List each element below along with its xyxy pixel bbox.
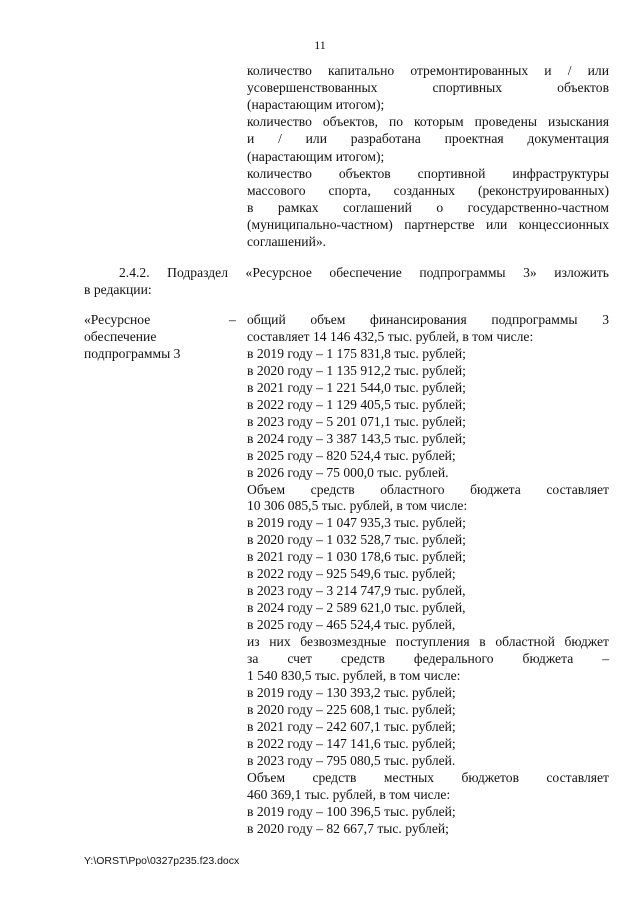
text-line: количество объектов, по которым проведены изыскания bbox=[247, 114, 609, 130]
text-line: в 2024 году – 2 589 621,0 тыс. рублей, bbox=[247, 600, 466, 616]
text-line: 10 306 085,5 тыс. рублей, в том числе: bbox=[247, 498, 468, 514]
text-line: в 2021 году – 1 221 544,0 тыс. рублей; bbox=[247, 379, 466, 395]
text-line: в 2022 году – 147 141,6 тыс. рублей; bbox=[247, 735, 456, 751]
footer-file-path: Y:\ORST\Ppo\0327p235.f23.docx bbox=[84, 855, 240, 867]
text-line: в 2020 году – 225 608,1 тыс. рублей; bbox=[247, 701, 456, 717]
text-line: (муниципально-частном) партнерстве или концессионных bbox=[247, 216, 609, 232]
text-line: в 2022 году – 925 549,6 тыс. рублей; bbox=[247, 566, 456, 582]
text-line: общий объем финансирования подпрограммы 3 bbox=[247, 312, 609, 327]
page-number: 11 bbox=[314, 38, 326, 52]
text-line: усовершенствованных спортивных объектов bbox=[247, 80, 609, 96]
text-line: в 2021 году – 1 030 178,6 тыс. рублей; bbox=[247, 549, 466, 565]
text-line: массового спорта, созданных (реконструированных) bbox=[247, 182, 609, 198]
text-line: в 2023 году – 795 080,5 тыс. рублей. bbox=[247, 752, 456, 768]
text-line: в 2026 году – 75 000,0 тыс. рублей. bbox=[247, 464, 449, 480]
text-line: количество капитально отремонтированных и / или bbox=[247, 63, 609, 78]
text-line: в 2019 году – 1 175 831,8 тыс. рублей; bbox=[247, 345, 466, 361]
text-line: в 2020 году – 1 032 528,7 тыс. рублей; bbox=[247, 532, 466, 548]
text-line: Объем средств областного бюджета составляет bbox=[247, 481, 609, 497]
text-line: в 2019 году – 1 047 935,3 тыс. рублей; bbox=[247, 515, 466, 531]
text-line: составляет 14 146 432,5 тыс. рублей, в том числе: bbox=[247, 328, 534, 344]
text-line: в 2023 году – 5 201 071,1 тыс. рублей; bbox=[247, 413, 466, 429]
text-line: Объем средств местных бюджетов составляет bbox=[247, 769, 609, 785]
text-line: 1 540 830,5 тыс. рублей, в том числе: bbox=[247, 667, 461, 683]
text-line: в 2022 году – 1 129 405,5 тыс. рублей; bbox=[247, 396, 466, 412]
text-line: в 2020 году – 82 667,7 тыс. рублей; bbox=[247, 820, 449, 836]
text-line: в 2019 году – 100 396,5 тыс. рублей; bbox=[247, 803, 456, 819]
subsection-heading-line2: в редакции: bbox=[84, 282, 152, 297]
left-label-line2: обеспечение bbox=[84, 329, 157, 344]
left-label-line3: подпрограммы 3 bbox=[84, 346, 181, 361]
text-line: за счет средств федерального бюджета – bbox=[247, 651, 609, 666]
text-line: в рамках соглашений о государственно-частном bbox=[247, 199, 609, 215]
text-line: и / или разработана проектная документация bbox=[247, 131, 609, 147]
subsection-heading-line1: 2.4.2. Подраздел «Ресурсное обеспечение подпрограммы 3» изложить bbox=[119, 265, 609, 280]
left-label-line1: «Ресурсное bbox=[84, 312, 151, 327]
text-line: из них безвозмездные поступления в областной бюджет bbox=[247, 634, 609, 650]
text-line: соглашений». bbox=[247, 234, 327, 249]
text-line: в 2025 году – 820 524,4 тыс. рублей; bbox=[247, 447, 456, 463]
text-line: (нарастающим итогом); bbox=[247, 148, 385, 164]
text-line: количество объектов спортивной инфраструктуры bbox=[247, 165, 609, 181]
text-line: в 2025 году – 465 524,4 тыс. рублей, bbox=[247, 617, 456, 633]
text-line: в 2021 году – 242 607,1 тыс. рублей; bbox=[247, 718, 456, 734]
text-line: в 2019 году – 130 393,2 тыс. рублей; bbox=[247, 684, 456, 700]
text-line: в 2023 году – 3 214 747,9 тыс. рублей, bbox=[247, 583, 466, 599]
text-line: 460 369,1 тыс. рублей, в том числе: bbox=[247, 786, 451, 802]
text-line: (нарастающим итогом); bbox=[247, 97, 385, 113]
text-line: в 2020 году – 1 135 912,2 тыс. рублей; bbox=[247, 362, 466, 378]
text-line: в 2024 году – 3 387 143,5 тыс. рублей; bbox=[247, 430, 466, 446]
left-dash: – bbox=[229, 312, 236, 327]
